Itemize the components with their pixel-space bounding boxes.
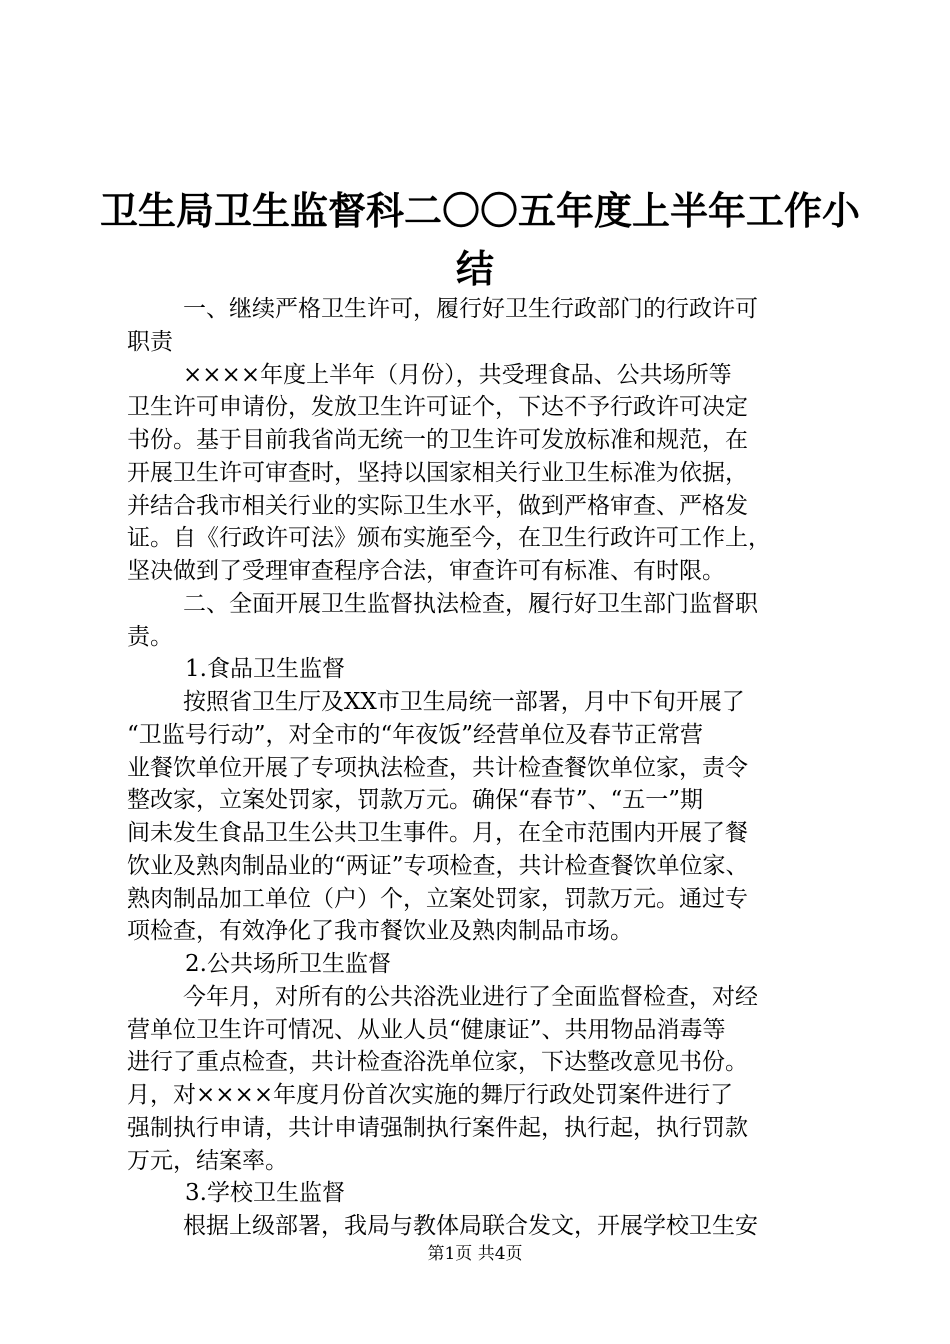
paragraph-line: 根据上级部署，我局与教体局联合发文，开展学校卫生安 [183, 1213, 758, 1239]
paragraph-line: 开展卫生许可审查时，坚持以国家相关行业卫生标准为依据， [127, 459, 748, 486]
section-heading-1: 一、继续严格卫生许可，履行好卫生行政部门的行政许可 [183, 296, 758, 322]
paragraph-line: 整改家，立案处罚家，罚款万元。确保“春节”、“五一”期 [127, 787, 704, 814]
paragraph-line: 坚决做到了受理审查程序合法，审查许可有标准、有时限。 [127, 558, 725, 584]
paragraph-line: ××××年度上半年（月份），共受理食品、公共场所等 [183, 361, 732, 388]
subsection-heading-school: 3.学校卫生监督 [185, 1180, 345, 1207]
paragraph-line: 并结合我市相关行业的实际卫生水平，做到严格审查、严格发 [127, 492, 748, 519]
paragraph-line: 强制执行申请，共计申请强制执行案件起，执行起，执行罚款 [127, 1114, 748, 1141]
paragraph-line: 万元，结案率。 [127, 1147, 288, 1174]
paragraph-line: 月，对××××年度月份首次实施的舞厅行政处罚案件进行了 [127, 1082, 734, 1108]
paragraph-line: 营单位卫生许可情况、从业人员“健康证”、共用物品消毒等 [127, 1016, 726, 1043]
section-heading-1-cont: 职责 [127, 328, 173, 355]
document-title-line-1: 卫生局卫生监督科二〇〇五年度上半年工作小 [100, 189, 861, 233]
subsection-heading-food: 1.食品卫生监督 [185, 656, 345, 683]
paragraph-line: 间未发生食品卫生公共卫生事件。月，在全市范围内开展了餐 [127, 820, 748, 846]
paragraph-line: 项检查，有效净化了我市餐饮业及熟肉制品市场。 [127, 918, 633, 945]
paragraph-line: 证。自《行政许可法》颁布实施至今，在卫生行政许可工作上， [127, 525, 771, 552]
document-body [127, 293, 842, 1243]
subsection-heading-public-places: 2.公共场所卫生监督 [185, 951, 391, 977]
page-number-footer: 第1页 共4页 [427, 1244, 523, 1264]
paragraph-line: 饮业及熟肉制品业的“两证”专项检查，共计检查餐饮单位家、 [127, 852, 749, 879]
paragraph-line: 进行了重点检查，共计检查浴洗单位家，下达整改意见书份。 [127, 1049, 748, 1076]
paragraph-line: 业餐饮单位开展了专项执法检查，共计检查餐饮单位家，责令 [127, 754, 748, 781]
paragraph-line: “卫监号行动”，对全市的“年夜饭”经营单位及春节正常营 [127, 721, 704, 748]
section-heading-2: 二、全面开展卫生监督执法检查，履行好卫生部门监督职 [183, 590, 758, 617]
document-title-line-2: 结 [455, 247, 494, 291]
paragraph-line: 书份。基于目前我省尚无统一的卫生许可发放标准和规范，在 [127, 427, 748, 453]
paragraph-line: 今年月，对所有的公共浴洗业进行了全面监督检查，对经 [183, 983, 758, 1010]
paragraph-line: 熟肉制品加工单位（户）个，立案处罚家，罚款万元。通过专 [127, 885, 748, 912]
paragraph-line: 卫生许可申请份，发放卫生许可证个，下达不予行政许可决定 [127, 394, 748, 421]
paragraph-line: 按照省卫生厅及XX市卫生局统一部署，月中下旬开展了 [183, 689, 745, 715]
section-heading-2-cont: 责。 [127, 623, 173, 650]
